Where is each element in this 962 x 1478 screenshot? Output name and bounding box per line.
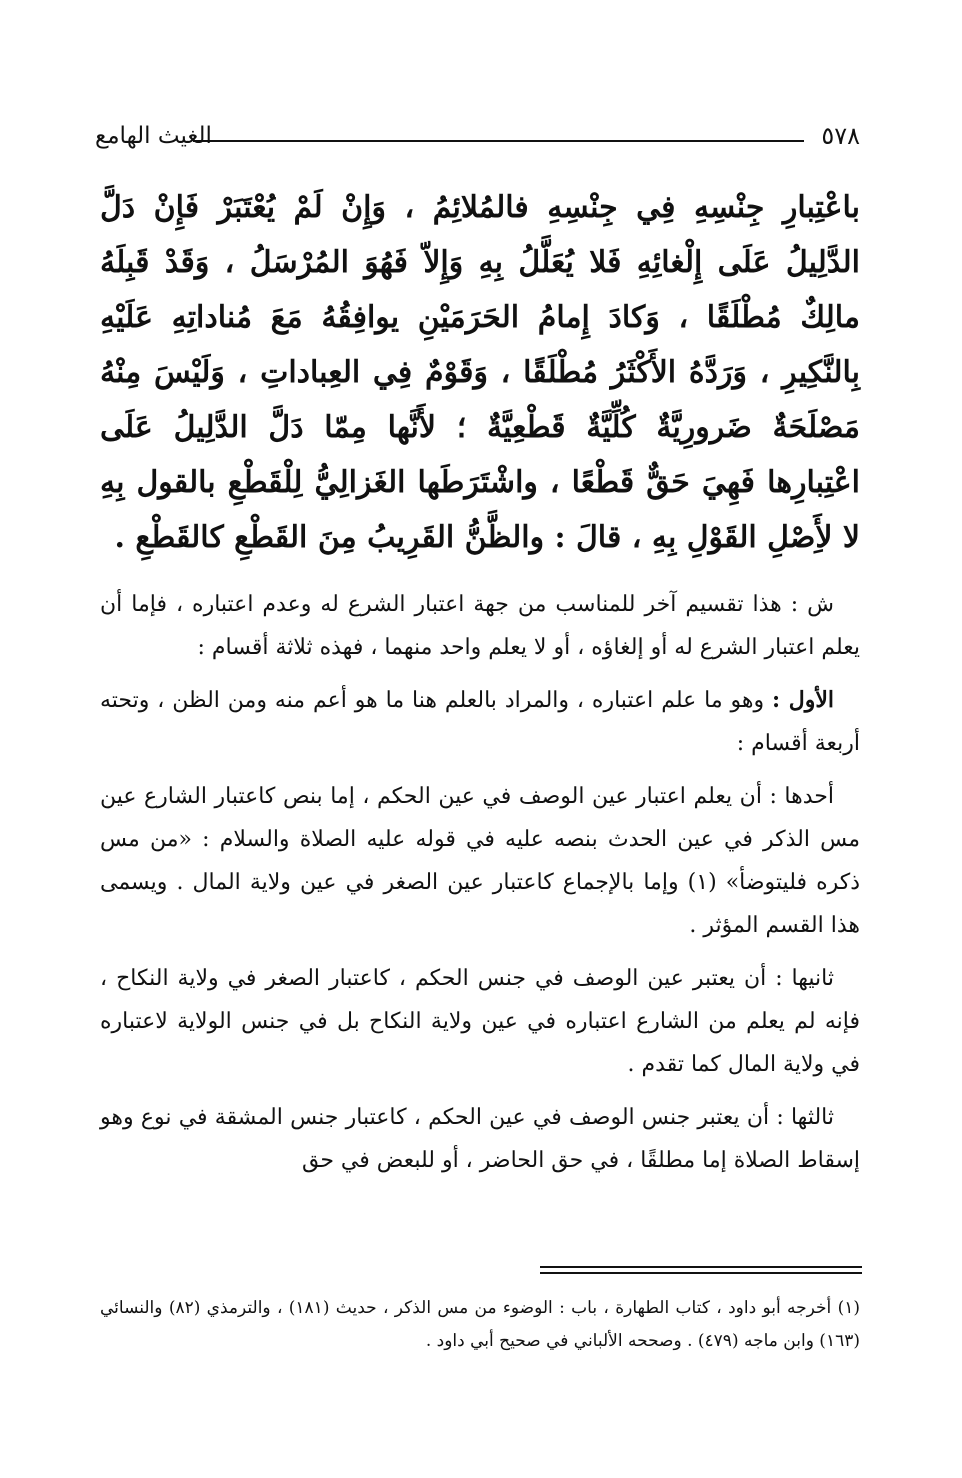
commentary-paragraph-4: ثانيها : أن يعتبر عين الوصف في جنس الحكم ، كاعتبار الصغر في ولاية النكاح ، فإنه لم يعلم من الشارع اعتباره في عين ولاية النكاح بل في جنس الولاية لاعتباره في ولاية المال كما تقدم .: [100, 966, 860, 1077]
footnote-separator: [540, 1266, 862, 1274]
commentary-paragraph-2: [100, 679, 860, 765]
page-number: ٥٧٨: [821, 122, 860, 150]
page-body: [100, 180, 860, 1192]
header-rule: [193, 140, 804, 142]
matn-text: باعْتِبارِ جِنْسِهِ فِي جِنْسِهِ فالمُلائِمُ ، وَإِنْ لَمْ يُعْتَبَرْ فَإِنْ دَلَّ الدَّلِيلُ عَلَى إِلْغائِهِ فَلا يُعَلَّلُ بِهِ وَإِلاّ فَهُوَ المُرْسَلُ ، وَقَدْ قَبِلَهُ مالِكٌ مُطْلَقًا ، وَكادَ إِمامُ الحَرَمَيْنِ يوافِقُهُ مَعَ مُناداتِهِ عَلَيْهِ بِالنَّكِيرِ ، وَرَدَّهُ الأَكْثَرُ مُطْلَقًا ، وَقَوْمٌ فِي العِباداتِ ، وَلَيْسَ مِنْهُ مَصْلَحَةٌ ضَرورِيَّةٌ كُلِّيَّةٌ قَطْعِيَّةٌ ؛ لأَنَّها مِمّا دَلَّ الدَّلِيلُ عَلَى اعْتِبارِها فَهِيَ حَقٌّ قَطْعًا ، واشْتَرَطَها الغَزالِيُّ لِلْقَطْعِ بالقول بِهِ لا لأَِصْلِ القَوْلِ بِهِ ، قالَ : والظَّنُّ القَرِيبُ مِنَ القَطْعِ كالقَطْعِ .: [100, 190, 860, 555]
footnote-1: (١) أخرجه أبو داود ، كتاب الطهارة ، باب : الوضوء من مس الذكر ، حديث (١٨١) ، والترمذي (٨٢) والنسائي (١٦٣) وابن ماجه (٤٧٩) . وصححه الألباني في صحيح أبي داود .: [100, 1298, 861, 1351]
first-category-heading: الأول :: [772, 687, 834, 713]
commentary-paragraph-5: ثالثها : أن يعتبر جنس الوصف في عين الحكم ، كاعتبار جنس المشقة في نوع وهو إسقاط الصلاة إما مطلقًا ، في حق الحاضر ، أو للبعض في حق: [100, 1105, 860, 1173]
book-title: الغيث الهامع: [95, 123, 212, 149]
running-header: [95, 118, 860, 154]
commentary-paragraph-3: أحدها : أن يعلم اعتبار عين الوصف في عين الحكم ، إما بنص كاعتبار الشارع عين مس الذكر في عين الحدث بنصه عليه في قوله عليه الصلاة والسلام : «من مس ذكره فليتوضأ» (١) وإما بالإجماع كاعتبار عين الصغر في عين ولاية المال . ويسمى هذا القسم المؤثر .: [100, 784, 861, 938]
footnotes: [100, 1292, 860, 1358]
commentary-paragraph-1: ش : هذا تقسيم آخر للمناسب من جهة اعتبار الشرع له وعدم اعتباره ، فإما أن يعلم اعتبار الشرع له أو إلغاؤه ، أو لا يعلم واحد منهما ، فهذه ثلاثة أقسام :: [100, 592, 860, 660]
first-category-text: وهو ما علم اعتباره ، والمراد بالعلم هنا ما هو أعم منه ومن الظن ، وتحته أربعة أقسام :: [100, 688, 860, 756]
